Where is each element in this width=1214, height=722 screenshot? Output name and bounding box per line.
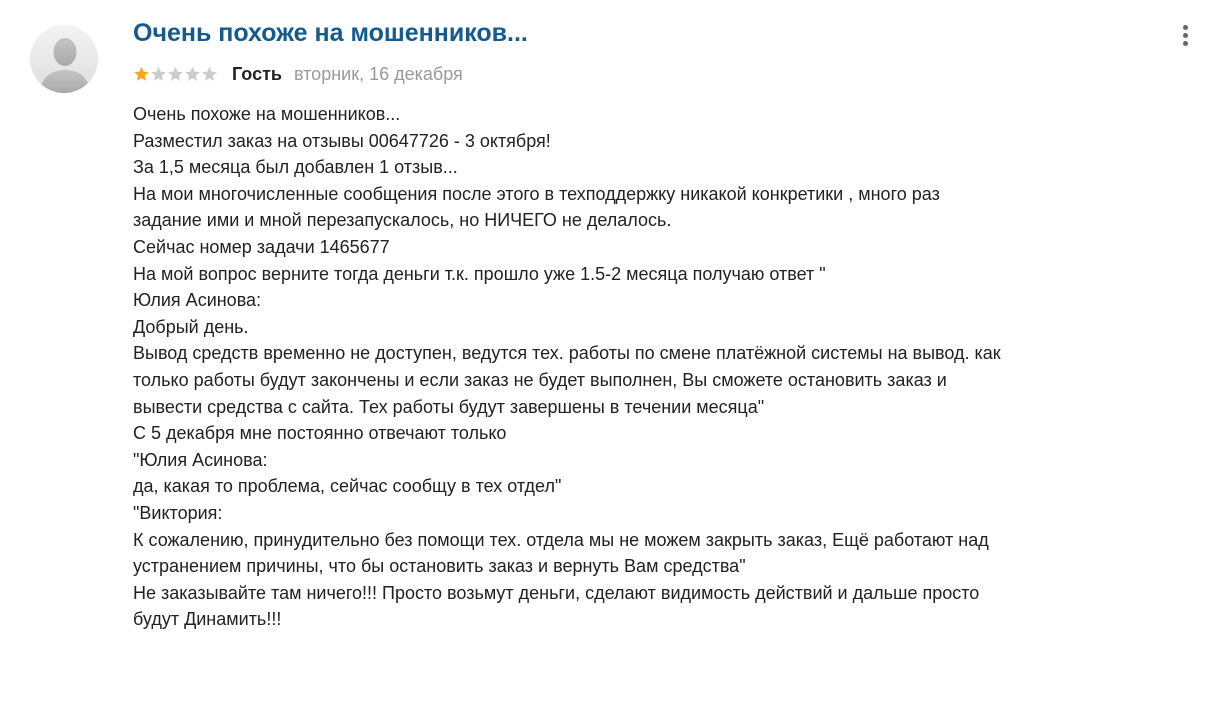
review-text-line: устранением причины, что бы остановить заказ и вернуть Вам средства" [133, 556, 746, 577]
review-text-line: "Юлия Асинова: [133, 449, 268, 470]
star-icon [184, 66, 201, 82]
star-rating [133, 66, 218, 82]
star-icon [201, 66, 218, 82]
kebab-menu-icon[interactable] [1174, 22, 1198, 50]
review-text-line: да, какая то проблема, сейчас сообщу в тех отдел" [133, 476, 562, 497]
user-silhouette-icon [30, 25, 98, 93]
review-text-line: На мои многочисленные сообщения после этого в техподдержку никакой конкретики , много раз [133, 183, 940, 204]
review-text-line: С 5 декабря мне постоянно отвечают только [133, 423, 507, 444]
review-text-line: Не заказывайте там ничего!!! Просто возьмут деньги, сделают видимость действий и дальше просто [133, 582, 980, 603]
review-text-line: только работы будут закончены и если заказ не будет выполнен, Вы сможете остановить заказ и [133, 369, 947, 390]
review-text-line: Юлия Асинова: [133, 290, 262, 311]
review-text-line: За 1,5 месяца был добавлен 1 отзыв... [133, 157, 458, 178]
review-date: вторник, 16 декабря [293, 63, 463, 84]
review-text-line: Сейчас номер задачи 1465677 [133, 236, 390, 257]
review-text-line: На мой вопрос верните тогда деньги т.к. прошло уже 1.5-2 месяца получаю ответ " [133, 263, 826, 284]
review-text-line: К сожалению, принудительно без помощи тех. отдела мы не можем закрыть заказ, Ещё работают над [133, 529, 989, 550]
review-text-line: Очень похоже на мошенников... [133, 104, 401, 124]
review-text-line: Добрый день. [133, 316, 249, 337]
review-text-line: будут Динамить!!! [133, 609, 282, 630]
star-icon [150, 66, 167, 82]
review-text-line: Разместил заказ на отзывы 00647726 - 3 октября! [133, 130, 551, 151]
review-meta [133, 62, 463, 86]
review-text-line: "Виктория: [133, 502, 223, 523]
review-text-line: Вывод средств временно не доступен, ведутся тех. работы по смене платёжной системы на вывод. как [133, 343, 1001, 364]
review-body [133, 101, 1193, 633]
star-icon [133, 66, 150, 82]
review-text-line: вывести средства с сайта. Тех работы будут завершены в течении месяца" [133, 396, 765, 417]
author-name: Гость [232, 63, 282, 84]
star-icon [167, 66, 184, 82]
review-text-line: задание ими и мной перезапускалось, но НИЧЕГО не делалось. [133, 210, 672, 231]
review-title: Очень похоже на мошенников... [133, 19, 528, 47]
